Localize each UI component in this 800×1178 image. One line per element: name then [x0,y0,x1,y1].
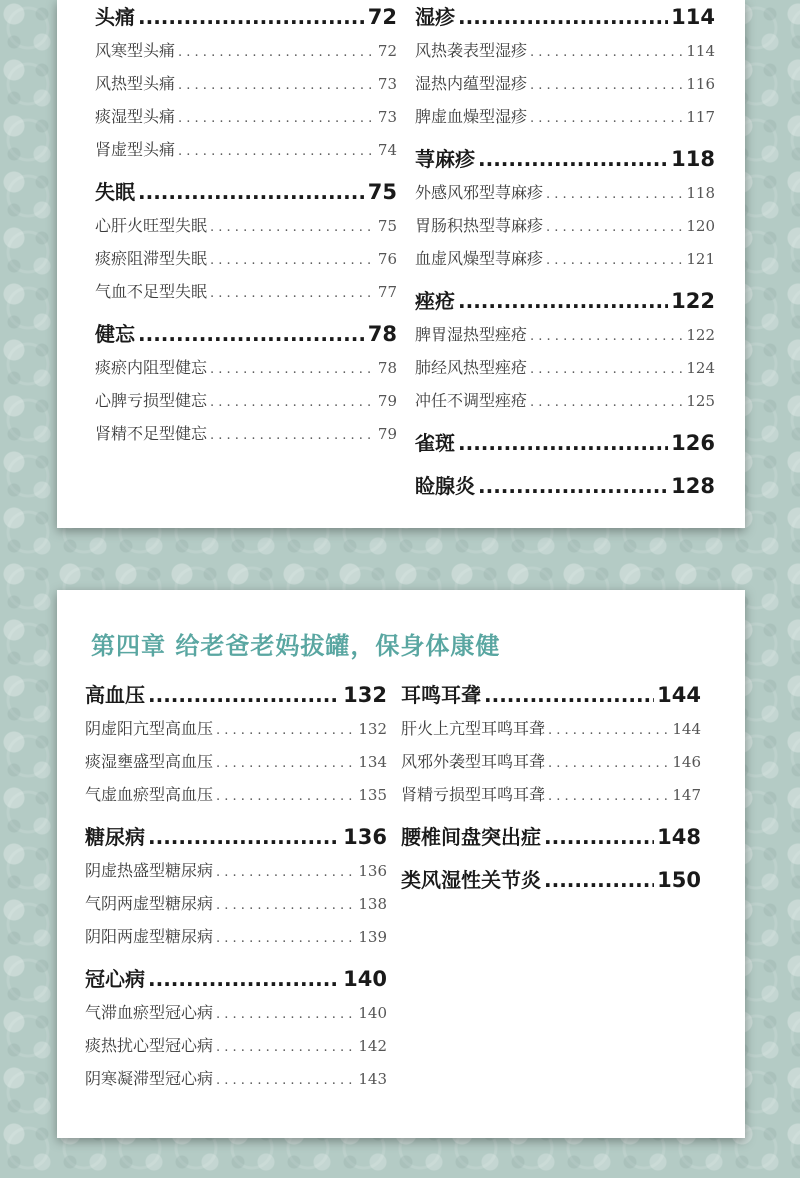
dot-leader [216,856,355,887]
page-number: 140 [343,967,387,991]
toc-subentry[interactable] [401,745,701,778]
toc-subentry[interactable] [85,854,387,887]
entry-label: 睑腺炎 [415,474,475,498]
dot-leader [546,211,683,242]
dot-leader [216,780,355,811]
dot-leader [546,178,683,209]
toc-section [415,426,715,460]
page-number: 128 [671,474,715,498]
toc-subentry[interactable] [85,1062,387,1095]
entry-label: 类风湿性关节炎 [401,868,541,892]
page-number: 138 [358,895,387,913]
page-number: 124 [686,359,715,377]
entry-label: 心肝火旺型失眠 [95,216,208,235]
toc-column-right [415,0,715,512]
toc-subentry[interactable] [415,384,715,417]
entry-label: 气滞血瘀型冠心病 [85,1003,214,1022]
entry-label: 冠心病 [85,967,145,991]
toc-section-entry[interactable] [401,863,701,897]
dot-leader [216,1064,355,1095]
dot-leader [458,0,668,34]
entry-label: 失眠 [95,180,135,204]
page-number: 150 [657,868,701,892]
toc-subentry[interactable] [95,417,397,450]
toc-section-entry[interactable] [415,142,715,176]
entry-label: 痤疮 [415,289,455,313]
toc-subentry[interactable] [95,67,397,100]
entry-label: 胃肠积热型荨麻疹 [415,216,544,235]
dot-leader [530,353,683,384]
entry-label: 高血压 [85,683,145,707]
page-number: 117 [686,108,715,126]
toc-subentry[interactable] [415,176,715,209]
entry-label: 阴阳两虚型糖尿病 [85,927,214,946]
page-number: 144 [657,683,701,707]
toc-subentry[interactable] [85,712,387,745]
toc-section [85,820,387,953]
dot-leader [178,36,375,67]
dot-leader [138,175,365,209]
page-number: 75 [377,217,397,235]
entry-label: 脾虚血燥型湿疹 [415,107,528,126]
dot-leader [178,69,375,100]
toc-subentry[interactable] [415,209,715,242]
toc-subentry[interactable] [415,351,715,384]
dot-leader [178,135,375,166]
toc-section [415,469,715,503]
entry-label: 阴虚阳亢型高血压 [85,719,214,738]
entry-label: 痰热扰心型冠心病 [85,1036,214,1055]
entry-label: 气血不足型失眠 [95,282,208,301]
entry-label: 痰湿壅盛型高血压 [85,752,214,771]
dot-leader [210,353,375,384]
page-number: 73 [377,75,397,93]
dot-leader [148,820,340,854]
toc-section-entry[interactable] [415,284,715,318]
dot-leader [216,747,355,778]
entry-label: 血虚风燥型荨麻疹 [415,249,544,268]
page-number: 77 [377,283,397,301]
page-number: 122 [671,289,715,313]
entry-label: 气阴两虚型糖尿病 [85,894,214,913]
dot-leader [138,0,365,34]
dot-leader [530,320,683,351]
toc-section-entry[interactable] [85,820,387,854]
toc-subentry[interactable] [415,242,715,275]
toc-section [401,820,701,854]
page-number: 132 [343,683,387,707]
entry-label: 肺经风热型痤疮 [415,358,528,377]
toc-section [415,284,715,417]
entry-label: 肝火上亢型耳鸣耳聋 [401,719,546,738]
toc-subentry[interactable] [415,34,715,67]
page-number: 139 [358,928,387,946]
toc-section [95,317,397,450]
dot-leader [544,863,654,897]
entry-label: 腰椎间盘突出症 [401,825,541,849]
entry-label: 湿疹 [415,5,455,29]
toc-subentry[interactable] [401,778,701,811]
entry-label: 痰湿型头痛 [95,107,176,126]
entry-label: 健忘 [95,322,135,346]
dot-leader [478,142,668,176]
entry-label: 冲任不调型痤疮 [415,391,528,410]
page-number: 134 [358,753,387,771]
page-number: 73 [377,108,397,126]
toc-column-left [95,0,397,459]
entry-label: 脾胃湿热型痤疮 [415,325,528,344]
toc-section-entry[interactable] [95,175,397,209]
entry-label: 气虚血瘀型高血压 [85,785,214,804]
page-number: 143 [358,1070,387,1088]
toc-section [85,678,387,811]
toc-subentry[interactable] [85,1029,387,1062]
toc-card-bottom [57,590,745,1138]
toc-section [85,962,387,1095]
dot-leader [458,426,668,460]
page-number: 136 [343,825,387,849]
toc-subentry[interactable] [95,242,397,275]
toc-section-entry[interactable] [85,962,387,996]
dot-leader [210,277,375,308]
page-number: 79 [377,425,397,443]
page-number: 118 [686,184,715,202]
toc-section-entry[interactable] [415,426,715,460]
entry-label: 荨麻疹 [415,147,475,171]
entry-label: 外感风邪型荨麻疹 [415,183,544,202]
page-number: 116 [686,75,715,93]
toc-section [415,142,715,275]
page-number: 147 [672,786,701,804]
page-number: 75 [367,180,397,204]
dot-leader [530,36,683,67]
toc-section [95,175,397,308]
dot-leader [530,386,683,417]
toc-subentry[interactable] [415,100,715,133]
dot-leader [210,419,375,450]
toc-section [401,678,701,811]
page-number: 72 [367,5,397,29]
entry-label: 风寒型头痛 [95,41,176,60]
entry-label: 肾精不足型健忘 [95,424,208,443]
entry-label: 风热型头痛 [95,74,176,93]
page-number: 146 [672,753,701,771]
entry-label: 肾精亏损型耳鸣耳聋 [401,785,546,804]
toc-subentry[interactable] [95,133,397,166]
dot-leader [530,102,683,133]
toc-subentry[interactable] [85,887,387,920]
page-number: 126 [671,431,715,455]
dot-leader [138,317,365,351]
dot-leader [548,714,669,745]
toc-subentry[interactable] [401,712,701,745]
dot-leader [216,998,355,1029]
entry-label: 痰瘀阻滞型失眠 [95,249,208,268]
dot-leader [548,747,669,778]
page-number: 125 [686,392,715,410]
toc-card-top [57,0,745,528]
page-number: 114 [671,5,715,29]
dot-leader [210,386,375,417]
toc-subentry[interactable] [95,100,397,133]
page-number: 140 [358,1004,387,1022]
dot-leader [216,1031,355,1062]
dot-leader [544,820,654,854]
page-number: 136 [358,862,387,880]
chapter-title: 第四章 给老爸老妈拔罐，保身体康健 [91,632,501,660]
dot-leader [484,678,654,712]
page-number: 148 [657,825,701,849]
toc-section-entry[interactable] [95,317,397,351]
page-number: 78 [367,322,397,346]
toc-section [415,0,715,133]
entry-label: 风邪外袭型耳鸣耳聋 [401,752,546,771]
dot-leader [216,889,355,920]
toc-subentry[interactable] [85,745,387,778]
entry-label: 心脾亏损型健忘 [95,391,208,410]
toc-section-entry[interactable] [415,469,715,503]
toc-subentry[interactable] [95,351,397,384]
dot-leader [546,244,683,275]
toc-subentry[interactable] [95,34,397,67]
page-number: 72 [377,42,397,60]
entry-label: 湿热内蕴型湿疹 [415,74,528,93]
dot-leader [530,69,683,100]
entry-label: 痰瘀内阻型健忘 [95,358,208,377]
dot-leader [148,678,340,712]
page-number: 121 [686,250,715,268]
entry-label: 阴寒凝滞型冠心病 [85,1069,214,1088]
toc-section-entry[interactable] [401,678,701,712]
toc-section-entry[interactable] [85,678,387,712]
page-number: 118 [671,147,715,171]
entry-label: 雀斑 [415,431,455,455]
toc-subentry[interactable] [415,318,715,351]
dot-leader [210,211,375,242]
dot-leader [478,469,668,503]
toc-section-entry[interactable] [95,0,397,34]
toc-column-left [85,678,387,1104]
toc-section-entry[interactable] [415,0,715,34]
entry-label: 肾虚型头痛 [95,140,176,159]
page-number: 135 [358,786,387,804]
toc-subentry[interactable] [95,275,397,308]
dot-leader [210,244,375,275]
toc-column-right [401,678,701,906]
toc-subentry[interactable] [85,778,387,811]
dot-leader [216,714,355,745]
page-number: 120 [686,217,715,235]
page-number: 79 [377,392,397,410]
page-number: 76 [377,250,397,268]
entry-label: 头痛 [95,5,135,29]
entry-label: 风热袭表型湿疹 [415,41,528,60]
page-number: 78 [377,359,397,377]
page-number: 132 [358,720,387,738]
toc-section [401,863,701,897]
toc-section-entry[interactable] [401,820,701,854]
dot-leader [148,962,340,996]
page-number: 74 [377,141,397,159]
dot-leader [178,102,375,133]
dot-leader [216,922,355,953]
entry-label: 阴虚热盛型糖尿病 [85,861,214,880]
page-number: 144 [672,720,701,738]
toc-subentry[interactable] [85,996,387,1029]
toc-section [95,0,397,166]
page-number: 142 [358,1037,387,1055]
toc-subentry[interactable] [85,920,387,953]
entry-label: 耳鸣耳聋 [401,683,481,707]
dot-leader [458,284,668,318]
toc-subentry[interactable] [415,67,715,100]
toc-subentry[interactable] [95,384,397,417]
entry-label: 糖尿病 [85,825,145,849]
page-number: 114 [686,42,715,60]
page-number: 122 [686,326,715,344]
toc-subentry[interactable] [95,209,397,242]
dot-leader [548,780,669,811]
